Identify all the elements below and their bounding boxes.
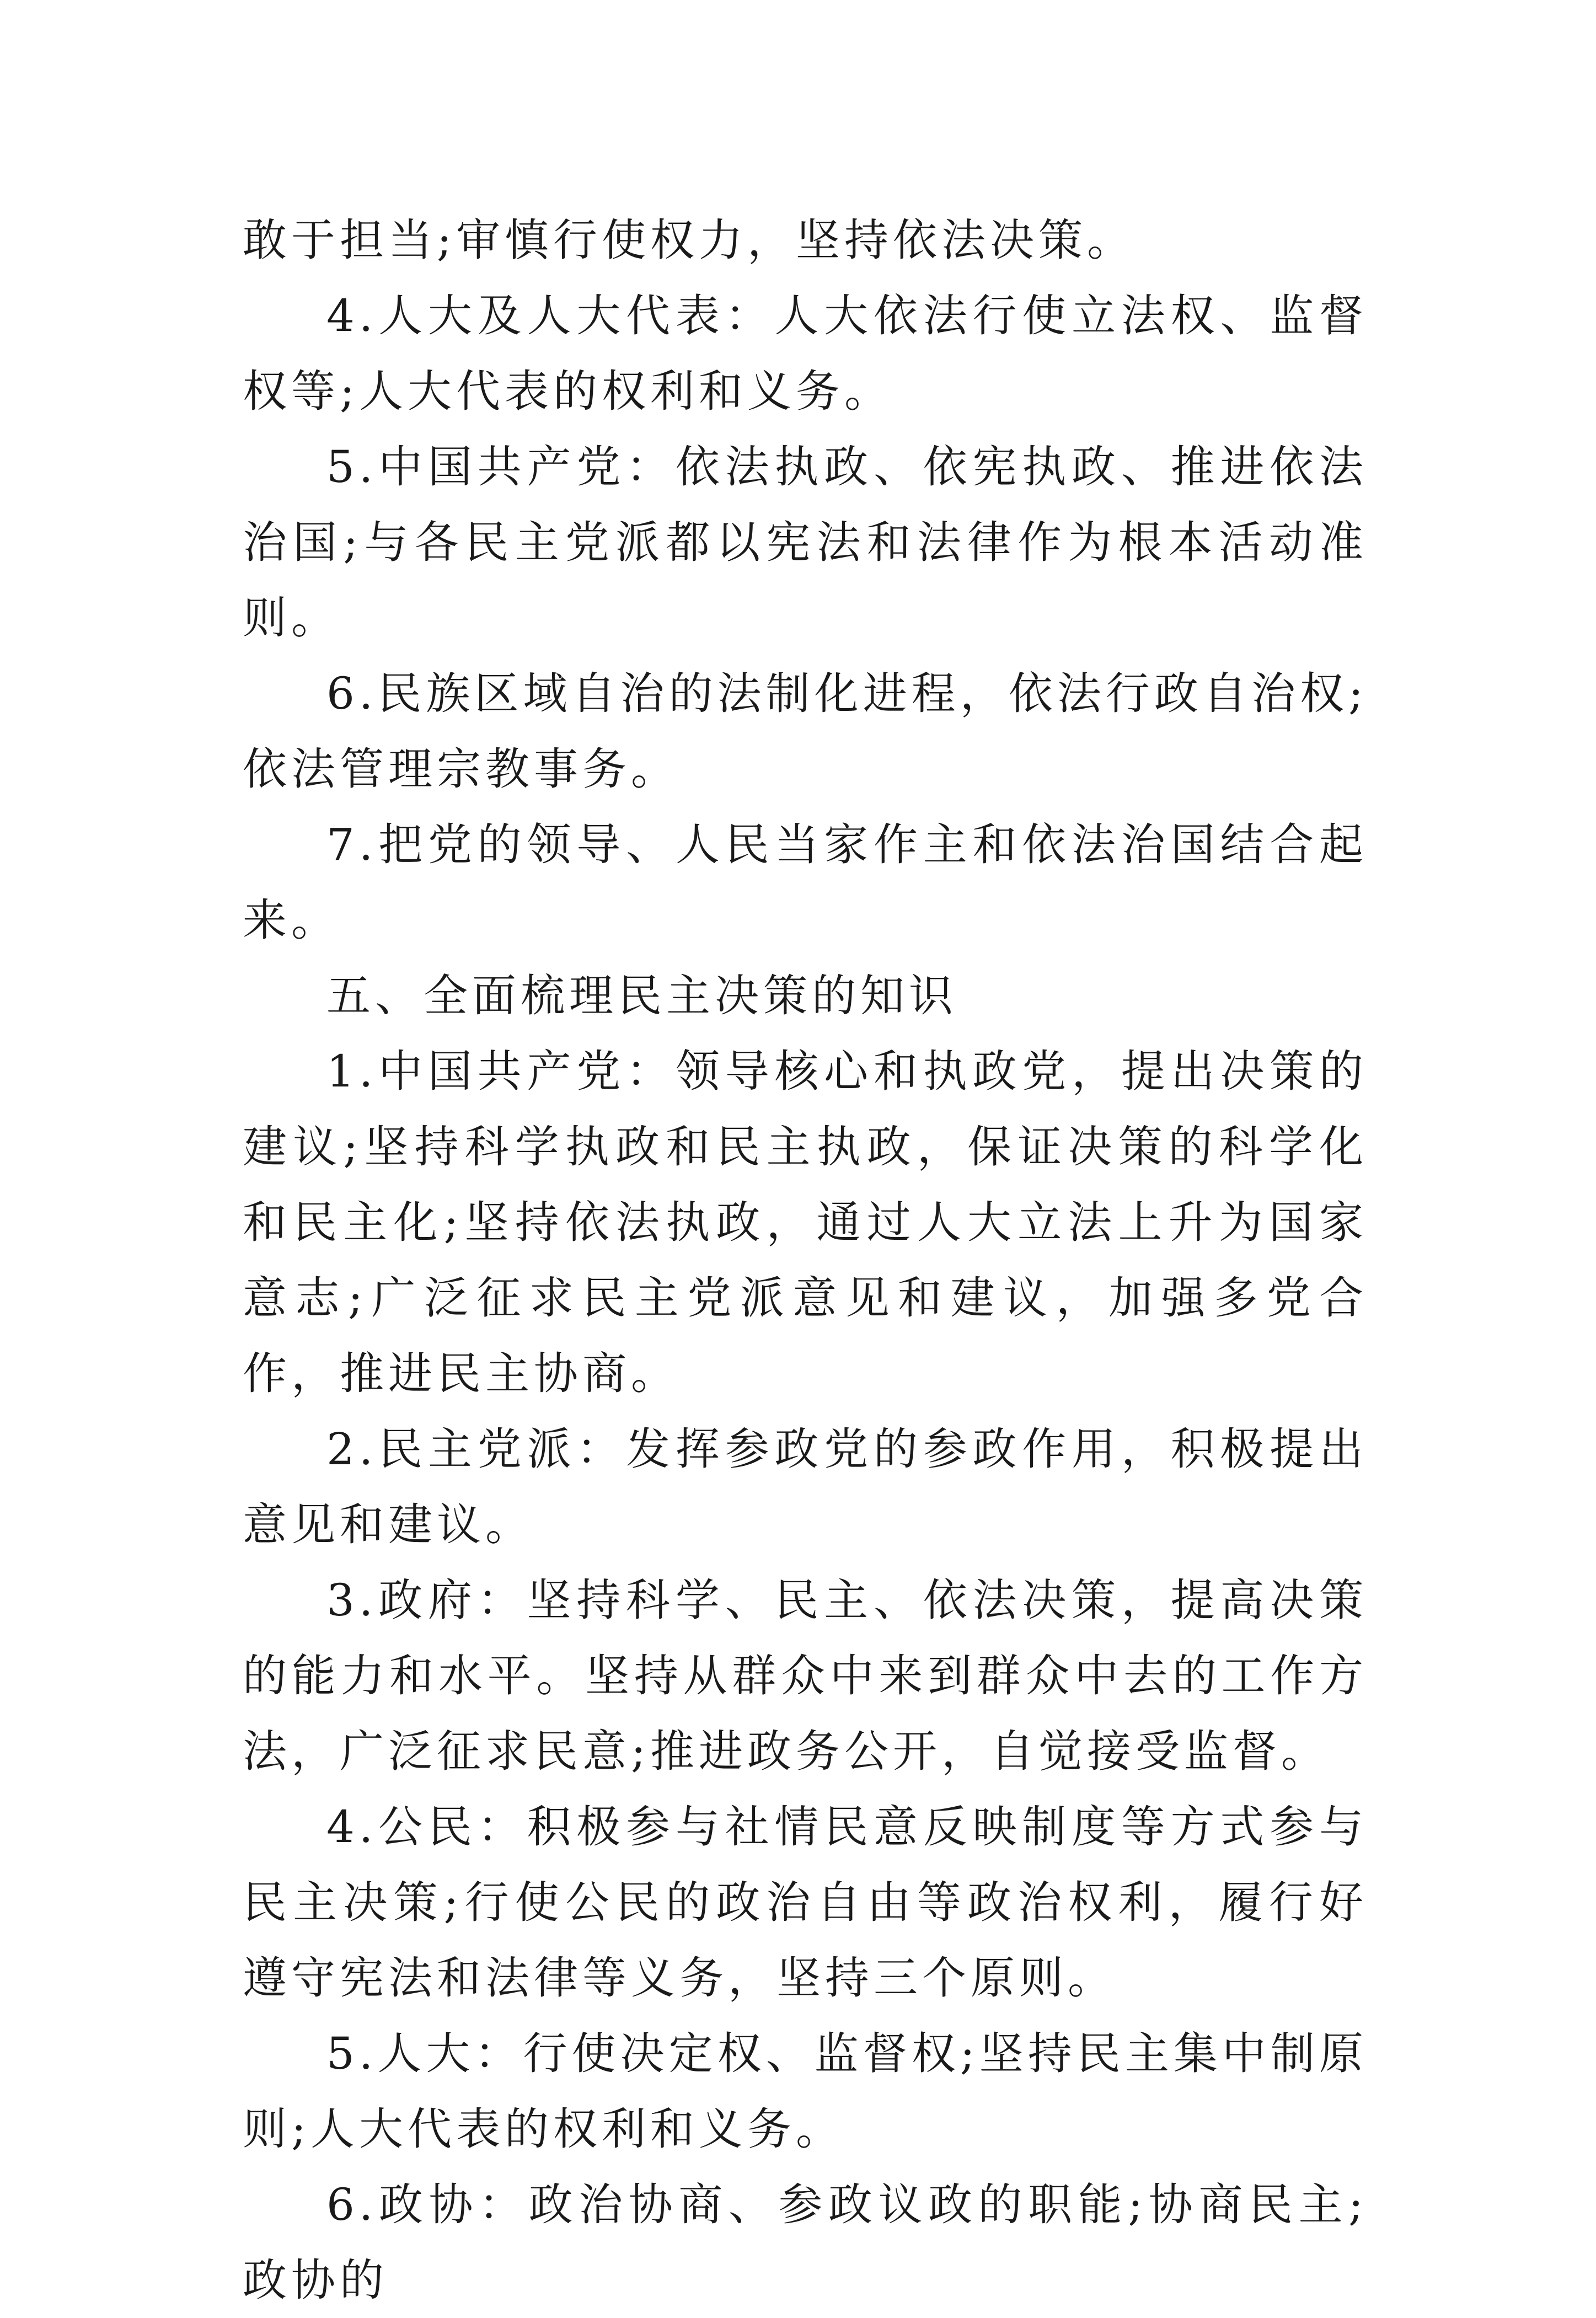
paragraph-item-5-npc: 5.人大：行使决定权、监督权;坚持民主集中制原则;人大代表的权利和义务。 — [243, 2028, 1368, 2155]
paragraph-continuation: 敢于担当;审慎行使权力，坚持依法决策。 — [243, 215, 1136, 266]
paragraph-item-2-parties: 2.民主党派：发挥参政党的参政作用，积极提出意见和建议。 — [243, 1423, 1368, 1550]
paragraph-item-1-cpc: 1.中国共产党：领导核心和执政党，提出决策的建议;坚持科学执政和民主执政，保证决策的科学化和民主化;坚持依法执政，通过人大立法上升为国家意志;广泛征求民主党派意见和建议，加强多党合作，推进民主协商。 — [243, 1046, 1368, 1399]
document-body — [243, 202, 1368, 2318]
paragraph-item-7-combination: 7.把党的领导、人民当家作主和依法治国结合起来。 — [243, 819, 1368, 946]
paragraph-item-5-cpc: 5.中国共产党：依法执政、依宪执政、推进依法治国;与各民主党派都以宪法和法律作为根本活动准则。 — [243, 441, 1368, 644]
paragraph-item-4-citizens: 4.公民：积极参与社情民意反映制度等方式参与民主决策;行使公民的政治自由等政治权利，履行好遵守宪法和法律等义务，坚持三个原则。 — [243, 1801, 1368, 2004]
paragraph-item-3-government: 3.政府：坚持科学、民主、依法决策，提高决策的能力和水平。坚持从群众中来到群众中去的工作方法，广泛征求民意;推进政务公开，自觉接受监督。 — [243, 1575, 1368, 1777]
paragraph-item-6-autonomy: 6.民族区域自治的法制化进程，依法行政自治权;依法管理宗教事务。 — [243, 668, 1368, 795]
paragraph-item-4-npc: 4.人大及人大代表：人大依法行使立法权、监督权等;人大代表的权利和义务。 — [243, 290, 1368, 417]
section-heading-five: 五、全面梳理民主决策的知识 — [326, 970, 957, 1021]
paragraph-item-6-cppcc: 6.政协：政治协商、参政议政的职能;协商民主;政协的 — [243, 2179, 1368, 2306]
